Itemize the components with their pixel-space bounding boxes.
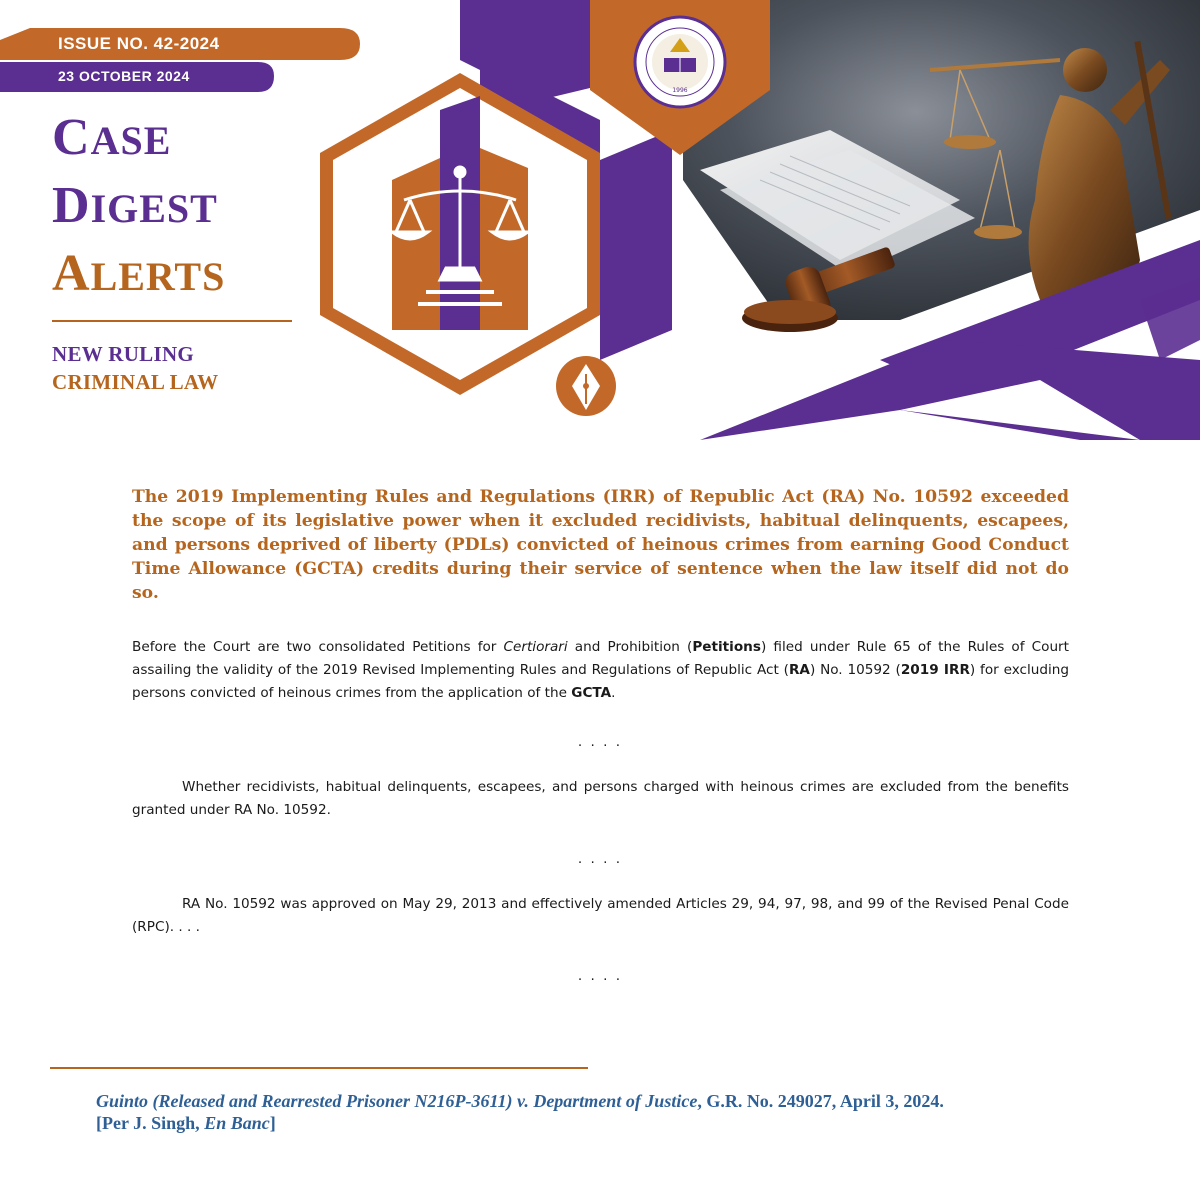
fountain-pen-nib-icon xyxy=(556,356,616,416)
academy-seal xyxy=(635,17,725,107)
paragraph-issue: Whether recidivists, habitual delinquents, escapees, and persons charged with heinous crimes are excluded from the benefits granted under RA No. 10592. xyxy=(132,779,1069,818)
masthead-case: CASE xyxy=(52,109,172,166)
paragraph-ra-10592: RA No. 10592 was approved on May 29, 2013 and effectively amended Articles 29, 94, 97, 98, and 99 of the Revised Penal Code (RPC). . . . xyxy=(132,896,1069,935)
ellipsis-separator: . . . . xyxy=(577,968,623,984)
footer-divider xyxy=(50,1067,588,1069)
ellipsis-separator: . . . . xyxy=(577,734,623,750)
subtitle-new-ruling: NEW RULING xyxy=(52,342,195,366)
masthead-divider xyxy=(52,320,292,322)
purple-ribbon-lower-2 xyxy=(700,340,1200,440)
lead-summary: The 2019 Implementing Rules and Regulations (IRR) of Republic Act (RA) No. 10592 exceeded the scope of its legislative power when it excluded recidivists, habitual delinquents, escapees, and persons deprived of liberty (PDLs) convicted of heinous crimes from earning Good Conduct Time Allowance (GCTA) credits during their service of sentence when the law itself did not do so. xyxy=(132,487,1069,603)
subtitle-criminal-law: CRIMINAL LAW xyxy=(52,370,219,394)
masthead-digest: DIGEST xyxy=(52,177,218,234)
masthead-alerts: ALERTS xyxy=(52,245,226,302)
paragraph-petitions: Before the Court are two consolidated Petitions for Certiorari and Prohibition (Petitions) filed under Rule 65 of the Rules of Court assailing the validity of the 2019 Revised Implementing Rules and Regulations of Republic Act (RA) No. 10592 (2019 IRR) for excluding persons convicted of heinous crimes from the application of the GCTA. xyxy=(132,639,1070,701)
ellipsis-separator: . . . . xyxy=(577,851,623,867)
issue-number: ISSUE NO. 42-2024 xyxy=(58,34,220,53)
issue-date: 23 OCTOBER 2024 xyxy=(58,68,190,84)
case-citation: Guinto (Released and Rearrested Prisoner N216P-3611) v. Department of Justice, G.R. No. 249027, April 3, 2024. [Per J. Singh, En Banc] xyxy=(96,1091,944,1133)
svg-text:1996: 1996 xyxy=(672,87,688,94)
